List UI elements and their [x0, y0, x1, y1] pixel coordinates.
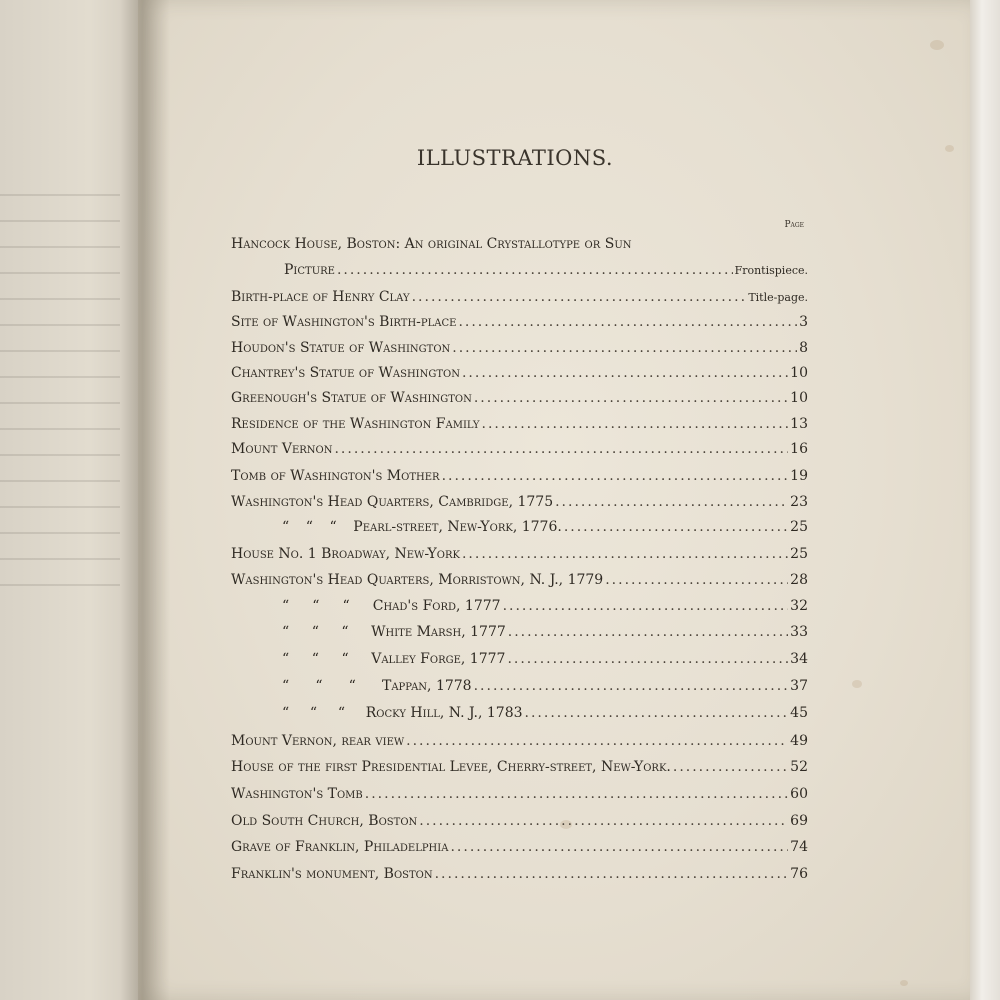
ditto-mark: “	[282, 678, 290, 694]
page-title: ILLUSTRATIONS.	[416, 146, 614, 170]
page-number: 10	[790, 365, 808, 381]
list-item	[231, 340, 808, 362]
page-number: 28	[790, 572, 808, 588]
dot-leader	[435, 866, 789, 882]
list-item	[282, 598, 808, 620]
dot-leader	[525, 705, 789, 721]
dot-leader	[365, 786, 788, 802]
list-item	[231, 236, 808, 258]
list-item	[231, 494, 808, 516]
dot-leader	[412, 289, 747, 305]
entry-label: Franklin's monument, Boston	[231, 866, 433, 882]
ditto-mark: “	[341, 624, 349, 640]
list-item	[231, 365, 808, 387]
list-item	[284, 262, 808, 284]
list-item	[231, 289, 808, 311]
page-number: 45	[790, 705, 808, 721]
entry-label: Valley Forge, 1777	[371, 651, 506, 667]
list-item	[282, 624, 808, 646]
page-number: 33	[790, 624, 808, 640]
dot-leader	[450, 839, 788, 855]
entry-label: Rocky Hill, N. J., 1783	[365, 705, 523, 721]
page-number: 23	[790, 494, 808, 510]
ditto-mark: “	[282, 624, 290, 640]
dot-leader	[503, 598, 789, 614]
entry-label: Hancock House, Boston: An original Crystallotype or Sun	[231, 236, 632, 252]
dot-leader	[458, 314, 797, 330]
page-number: 37	[790, 678, 808, 694]
page-number: 25	[790, 546, 808, 562]
ditto-mark: “	[329, 519, 337, 535]
page-number: 60	[790, 786, 808, 802]
entry-label: Picture	[284, 262, 335, 278]
entry-label: Chantrey's Statue of Washington	[231, 365, 460, 381]
ditto-mark: “	[309, 705, 318, 721]
dot-leader	[462, 546, 788, 562]
ditto-mark: “	[341, 651, 349, 667]
list-item	[231, 468, 808, 490]
dot-leader	[462, 365, 788, 381]
entry-label: House No. 1 Broadway, New-York	[231, 546, 460, 562]
dot-leader	[564, 519, 788, 535]
page-number: 49	[790, 733, 808, 749]
dot-leader	[508, 624, 788, 640]
entry-label: Tomb of Washington's Mother	[231, 468, 440, 484]
page-number: 13	[790, 416, 808, 432]
entry-label: Grave of Franklin, Philadelphia	[231, 839, 449, 855]
page-column-heading: Page	[784, 220, 804, 230]
page-number: Frontispiece.	[734, 264, 808, 277]
ditto-mark: “	[337, 705, 346, 721]
ditto-mark: “	[282, 598, 290, 614]
entry-label: Greenough's Statue of Washington	[231, 390, 472, 406]
ditto-mark: “	[348, 678, 356, 694]
dot-leader	[507, 651, 788, 667]
list-item	[231, 733, 808, 755]
page-number: 19	[790, 468, 808, 484]
page-number: 52	[790, 759, 808, 775]
list-item	[231, 786, 808, 808]
ditto-mark: “	[305, 519, 313, 535]
dot-leader	[452, 340, 797, 356]
dot-leader	[605, 572, 788, 588]
entry-label: House of the first Presidential Levee, Cherry-street, New-York.	[231, 759, 671, 775]
page-number: 10	[790, 390, 808, 406]
ditto-mark: “	[282, 651, 290, 667]
page-number: 76	[790, 866, 808, 882]
dot-leader	[474, 390, 788, 406]
entry-label: Washington's Head Quarters, Morristown, N. J., 1779	[231, 572, 604, 588]
dot-leader	[482, 416, 789, 432]
entry-label: Site of Washington's Birth-place	[231, 314, 457, 330]
page-number: 74	[790, 839, 808, 855]
dot-leader	[334, 441, 788, 457]
entry-label: Residence of the Washington Family	[231, 416, 480, 432]
entry-label: Washington's Head Quarters, Cambridge, 1775	[231, 494, 554, 510]
list-item	[282, 678, 808, 700]
entry-label: Mount Vernon, rear view	[231, 733, 405, 749]
list-item	[231, 390, 808, 412]
dot-leader	[474, 678, 789, 694]
list-item	[231, 572, 808, 594]
list-item	[231, 441, 808, 463]
list-item	[282, 519, 808, 541]
page-number: 34	[790, 651, 808, 667]
ditto-mark: “	[311, 624, 319, 640]
list-item	[231, 866, 808, 888]
list-item	[231, 813, 808, 835]
list-item	[231, 759, 808, 781]
entry-label: Tappan, 1778	[381, 678, 472, 694]
entry-label: Washington's Tomb	[231, 786, 363, 802]
entry-label: Mount Vernon	[231, 441, 333, 457]
entry-label: Chad's Ford, 1777	[372, 598, 501, 614]
list-item	[282, 651, 808, 673]
dot-leader	[406, 733, 788, 749]
ditto-mark: “	[282, 519, 290, 535]
page-number: 69	[790, 813, 808, 829]
dot-leader	[419, 813, 788, 829]
entry-label: Pearl-street, New-York, 1776.	[353, 519, 562, 535]
page-number: 8	[799, 340, 808, 356]
dot-leader	[673, 759, 788, 775]
page-number: 25	[790, 519, 808, 535]
dot-leader	[555, 494, 788, 510]
page-number: 32	[790, 598, 808, 614]
entry-label: Birth-place of Henry Clay	[231, 289, 410, 305]
entry-label: White Marsh, 1777	[371, 624, 506, 640]
page-number: Title-page.	[748, 291, 808, 304]
list-item	[231, 839, 808, 861]
page-number: 3	[799, 314, 808, 330]
ditto-mark: “	[312, 598, 320, 614]
entry-label: Old South Church, Boston	[231, 813, 418, 829]
dot-leader	[337, 262, 733, 278]
list-item	[231, 546, 808, 568]
list-item	[231, 416, 808, 438]
list-item	[282, 705, 808, 727]
list-item	[231, 314, 808, 336]
ditto-mark: “	[282, 705, 290, 721]
ditto-mark: “	[315, 678, 323, 694]
dot-leader	[442, 468, 789, 484]
entry-label: Houdon's Statue of Washington	[231, 340, 451, 356]
ditto-mark: “	[342, 598, 350, 614]
page-number: 16	[790, 441, 808, 457]
ditto-mark: “	[311, 651, 319, 667]
